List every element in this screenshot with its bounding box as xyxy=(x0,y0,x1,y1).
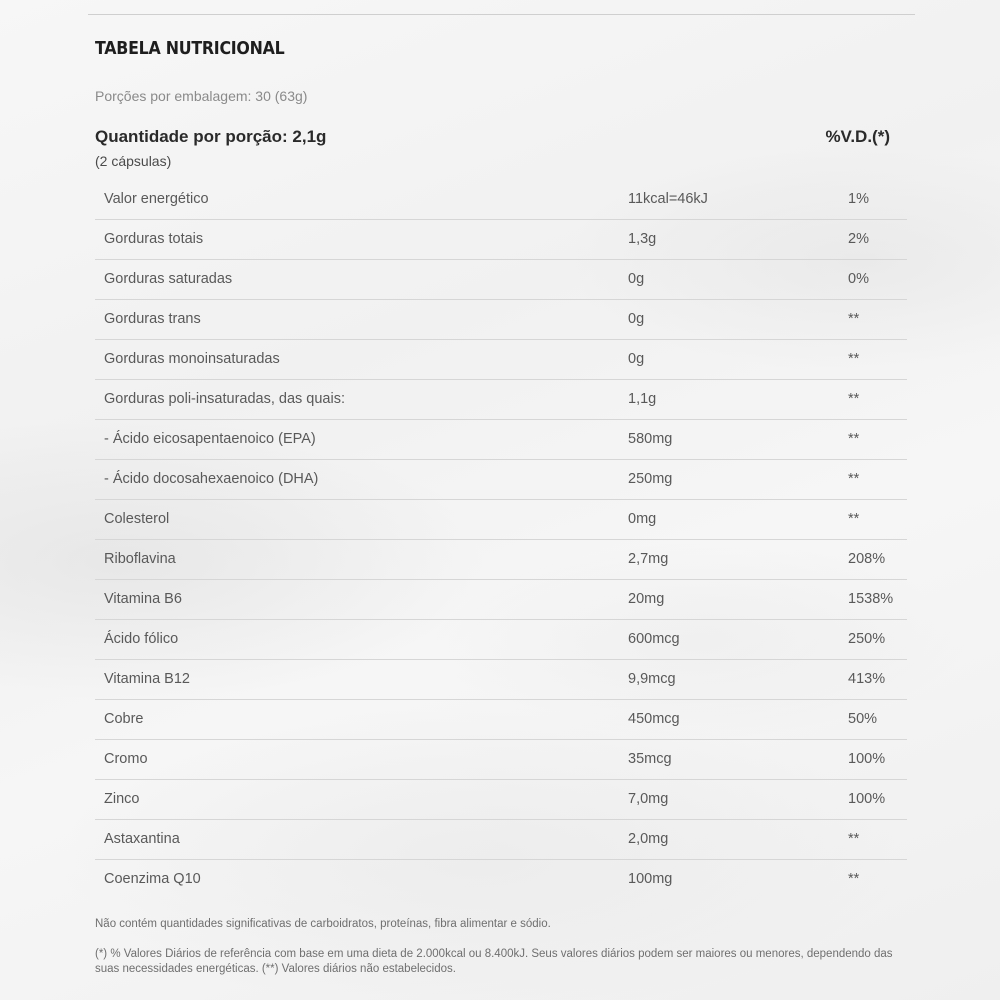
table-row xyxy=(95,860,907,899)
nutrient-daily-value: ** xyxy=(848,391,860,407)
nutrition-table xyxy=(95,180,907,899)
nutrient-amount: 580mg xyxy=(628,431,673,447)
nutrient-amount: 0mg xyxy=(628,511,657,527)
top-divider xyxy=(88,14,915,15)
serving-quantity-label: Quantidade por porção: 2,1g xyxy=(95,127,327,146)
nutrient-name: Cromo xyxy=(104,751,148,767)
nutrient-daily-value: 2% xyxy=(848,231,869,247)
nutrient-name: Ácido fólico xyxy=(104,631,179,647)
nutrient-name: Coenzima Q10 xyxy=(104,871,201,887)
table-row xyxy=(95,580,907,620)
nutrient-daily-value: 1% xyxy=(848,191,869,207)
nutrient-daily-value: ** xyxy=(848,511,860,527)
nutrient-amount: 0g xyxy=(628,311,645,327)
nutrient-name: Vitamina B12 xyxy=(104,671,190,687)
nutrient-name: Astaxantina xyxy=(104,831,180,847)
table-row xyxy=(95,380,907,420)
nutrient-amount: 2,7mg xyxy=(628,551,669,567)
nutrient-amount: 1,3g xyxy=(628,231,657,247)
table-row xyxy=(95,820,907,860)
nutrient-name: Gorduras saturadas xyxy=(104,271,233,287)
table-row xyxy=(95,500,907,540)
nutrient-name: Gorduras monoinsaturadas xyxy=(104,351,280,367)
table-row xyxy=(95,540,907,580)
nutrient-amount: 1,1g xyxy=(628,391,657,407)
nutrient-amount: 20mg xyxy=(628,591,665,607)
table-row xyxy=(95,340,907,380)
table-row xyxy=(95,620,907,660)
nutrient-name: Gorduras poli-insaturadas, das quais: xyxy=(104,391,345,407)
table-row xyxy=(95,700,907,740)
nutrient-daily-value: ** xyxy=(848,431,860,447)
nutrient-name: - Ácido eicosapentaenoico (EPA) xyxy=(104,431,316,447)
table-header xyxy=(95,127,892,151)
table-row xyxy=(95,740,907,780)
nutrient-daily-value: ** xyxy=(848,351,860,367)
nutrient-daily-value: 0% xyxy=(848,271,869,287)
nutrient-daily-value: ** xyxy=(848,311,860,327)
nutrient-daily-value: ** xyxy=(848,471,860,487)
nutrient-amount: 9,9mcg xyxy=(628,671,676,687)
nutrient-amount: 100mg xyxy=(628,871,673,887)
nutrient-daily-value: ** xyxy=(848,831,860,847)
footnote-daily-values: (*) % Valores Diários de referência com base em uma dieta de 2.000kcal ou 8.400kJ. Seus valores diários podem ser maiores ou menores, dependendo das suas necessidades energéticas. (**) Valores diários não estabelecidos. xyxy=(95,948,893,975)
nutrient-name: Colesterol xyxy=(104,511,170,527)
nutrient-amount: 35mcg xyxy=(628,751,672,767)
servings-per-package: Porções por embalagem: 30 (63g) xyxy=(95,88,308,104)
nutrient-name: Riboflavina xyxy=(104,551,176,567)
nutrient-amount: 2,0mg xyxy=(628,831,669,847)
table-row xyxy=(95,420,907,460)
nutrient-name: Gorduras totais xyxy=(104,231,204,247)
serving-capsules: (2 cápsulas) xyxy=(95,153,172,169)
nutrient-daily-value: 413% xyxy=(848,671,886,687)
table-row xyxy=(95,660,907,700)
footnote-not-significant: Não contém quantidades significativas de carboidratos, proteínas, fibra alimentar e sódio. xyxy=(95,918,551,930)
nutrient-daily-value: ** xyxy=(848,871,860,887)
table-row xyxy=(95,220,907,260)
nutrient-amount: 7,0mg xyxy=(628,791,669,807)
nutrient-name: - Ácido docosahexaenoico (DHA) xyxy=(104,471,319,487)
nutrient-name: Cobre xyxy=(104,711,144,727)
nutrient-daily-value: 250% xyxy=(848,631,886,647)
nutrient-name: Zinco xyxy=(104,791,140,807)
table-row xyxy=(95,780,907,820)
nutrient-amount: 0g xyxy=(628,351,645,367)
daily-value-header: %V.D.(*) xyxy=(825,127,890,146)
nutrient-daily-value: 100% xyxy=(848,751,886,767)
table-row xyxy=(95,460,907,500)
nutrient-amount: 11kcal=46kJ xyxy=(628,191,708,207)
nutrient-name: Valor energético xyxy=(104,191,209,207)
nutrient-daily-value: 208% xyxy=(848,551,886,567)
nutrient-amount: 600mcg xyxy=(628,631,680,647)
nutrient-daily-value: 50% xyxy=(848,711,878,727)
nutrient-amount: 250mg xyxy=(628,471,673,487)
table-row xyxy=(95,300,907,340)
table-row xyxy=(95,260,907,300)
table-row xyxy=(95,180,907,220)
page-title: TABELA NUTRICIONAL xyxy=(95,38,285,59)
nutrient-name: Vitamina B6 xyxy=(104,591,182,607)
nutrient-daily-value: 100% xyxy=(848,791,886,807)
nutrient-amount: 450mcg xyxy=(628,711,680,727)
nutrient-amount: 0g xyxy=(628,271,645,287)
nutrient-daily-value: 1538% xyxy=(848,591,894,607)
nutrient-name: Gorduras trans xyxy=(104,311,201,327)
